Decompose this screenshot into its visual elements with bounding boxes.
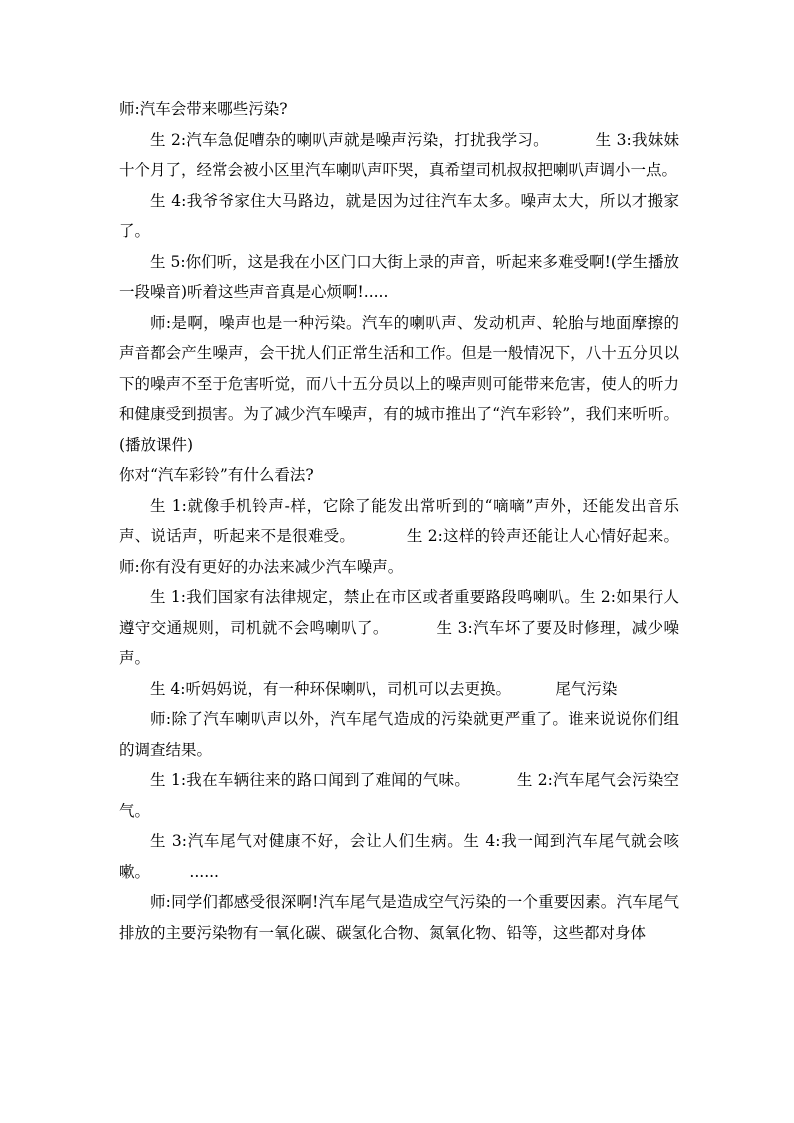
paragraph-11: 生 1:我在车辆往来的路口闻到了难闻的气味。 生 2:汽车尾气会污染空气。 <box>119 771 679 820</box>
paragraph-4: 生 5:你们听，这是我在小区门口大街上录的声音，听起来多难受啊!(学生播放一段噪音)听着这些声音真是心烦啊!..... <box>119 252 679 301</box>
paragraph-7: 生 1:就像手机铃声-样，它除了能发出常听到的“嘀嘀”声外，还能发出音乐声、说话声，听起来不是很难受。 生 2:这样的铃声还能让人心情好起来。 师:你有没有更好的办法来减少汽车噪声。 <box>119 496 719 576</box>
paragraph-12: 生 3:汽车尾气对健康不好，会让人们生病。生 4:我一闻到汽车尾气就会咳嗽。 ...... <box>119 832 679 881</box>
paragraph-3: 生 4:我爷爷家住大马路边，就是因为过往汽车太多。噪声太大，所以才搬家了。 <box>119 191 679 240</box>
paragraph-9: 生 4:听妈妈说，有一种环保喇叭，司机可以去更换。 尾气污染 <box>150 679 618 698</box>
paragraph-5: 师:是啊，噪声也是一种污染。汽车的喇叭声、发动机声、轮胎与地面摩擦的声音都会产生噪声，会干扰人们正常生活和工作。但是一般情况下，八十五分贝以下的噪声不至于危害听觉，而八十五分员以上的噪声则可能带来危害，使人的听力和健康受到损害。为了减少汽车噪声，有的城市推出了“汽车彩铃”，我们来听听。(播放课件) <box>119 313 679 454</box>
paragraph-13: 师:同学们都感受很深啊!汽车尾气是造成空气污染的一个重要因素。汽车尾气排放的主要污染物有一氧化碳、碳氢化合物、氮氧化物、铅等，这些都对身体 <box>119 893 679 942</box>
document-body <box>119 94 719 948</box>
paragraph-1: 师:汽车会带来哪些污染? <box>119 100 288 118</box>
paragraph-8: 生 1:我们国家有法律规定，禁止在市区或者重要路段鸣喇叭。生 2:如果行人遵守交通规则，司机就不会鸣喇叭了。 生 3:汽车坏了要及时修理，减少噪声。 <box>119 588 679 667</box>
paragraph-2: 生 2:汽车急促嘈杂的喇叭声就是噪声污染，打扰我学习。 生 3:我妹妹十个月了，经常会被小区里汽车喇叭声吓哭，真希望司机叔叔把喇叭声调小一点。 <box>119 130 679 179</box>
paragraph-10: 师:除了汽车喇叭声以外，汽车尾气造成的污染就更严重了。谁来说说你们组的调查结果。 <box>119 710 679 759</box>
paragraph-6: 你对“汽车彩铃”有什么看法? <box>119 466 314 484</box>
